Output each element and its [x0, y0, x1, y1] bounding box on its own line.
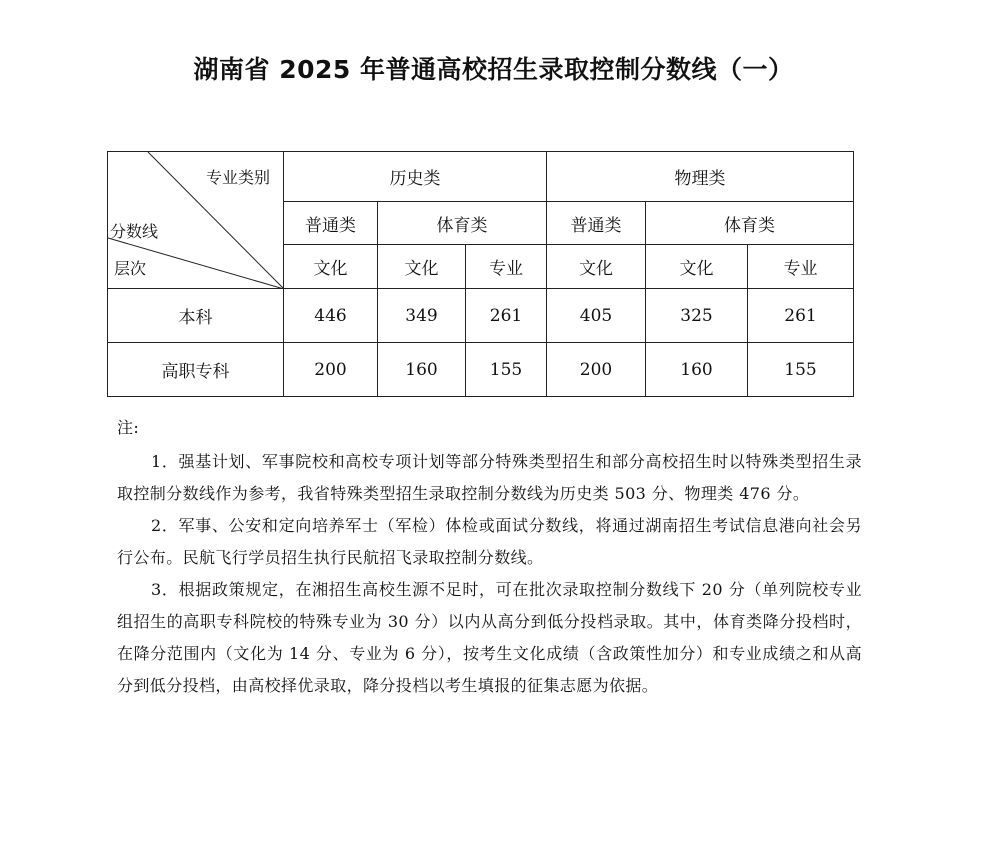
score-cell: 325: [646, 289, 748, 343]
score-table: [107, 151, 854, 397]
column-header: 文化: [547, 245, 646, 289]
subgroup-history-sports: 体育类: [378, 202, 547, 245]
column-header: 文化: [284, 245, 378, 289]
score-cell: 261: [748, 289, 854, 343]
column-header: 专业: [748, 245, 854, 289]
score-cell: 349: [378, 289, 466, 343]
table-row: [108, 343, 854, 397]
score-cell: 200: [547, 343, 646, 397]
row-level-label: 高职专科: [108, 343, 284, 397]
group-history: 历史类: [284, 152, 547, 202]
score-cell: 446: [284, 289, 378, 343]
score-cell: 155: [466, 343, 547, 397]
page-title: 湖南省 2025 年普通高校招生录取控制分数线（一）: [193, 55, 794, 84]
score-cell: 405: [547, 289, 646, 343]
score-cell: 261: [466, 289, 547, 343]
score-cell: 155: [748, 343, 854, 397]
score-cell: 160: [646, 343, 748, 397]
column-header: 文化: [378, 245, 466, 289]
category-header-label: 专业类别: [206, 168, 271, 187]
table-row: [108, 289, 854, 343]
subgroup-physics-general: 普通类: [547, 202, 646, 245]
column-header: 文化: [646, 245, 748, 289]
row-level-label: 本科: [108, 289, 284, 343]
group-physics: 物理类: [547, 152, 854, 202]
score-cell: 160: [378, 343, 466, 397]
level-header-label: 层次: [114, 259, 147, 278]
score-cell: 200: [284, 343, 378, 397]
note-item-1: 1．强基计划、军事院校和高校专项计划等部分特殊类型招生和部分高校招生时以特殊类型招生录取控制分数线作为参考，我省特殊类型招生录取控制分数线为历史类 503 分、物理类 476 分。: [117, 452, 862, 503]
subgroup-physics-sports: 体育类: [646, 202, 854, 245]
column-header: 专业: [466, 245, 547, 289]
note-item-2: 2．军事、公安和定向培养军士（军检）体检或面试分数线，将通过湖南招生考试信息港向社会另行公布。民航飞行学员招生执行民航招飞录取控制分数线。: [117, 516, 862, 567]
header-corner-cell: [108, 152, 284, 289]
score-header-label: 分数线: [110, 222, 159, 241]
notes-heading: 注:: [117, 418, 140, 437]
notes-section: [117, 412, 862, 702]
note-item-3: 3．根据政策规定，在湘招生高校生源不足时，可在批次录取控制分数线下 20 分（单列院校专业组招生的高职专科院校的特殊专业为 30 分）以内从高分到低分投档录取。其中，体育类降分投档时，在降分范围内（文化为 14 分、专业为 6 分），按考生文化成绩（含政策性加分）和专业成绩之和从高分到低分投档，由高校择优录取，降分投档以考生填报的征集志愿为依据。: [117, 580, 862, 695]
subgroup-history-general: 普通类: [284, 202, 378, 245]
